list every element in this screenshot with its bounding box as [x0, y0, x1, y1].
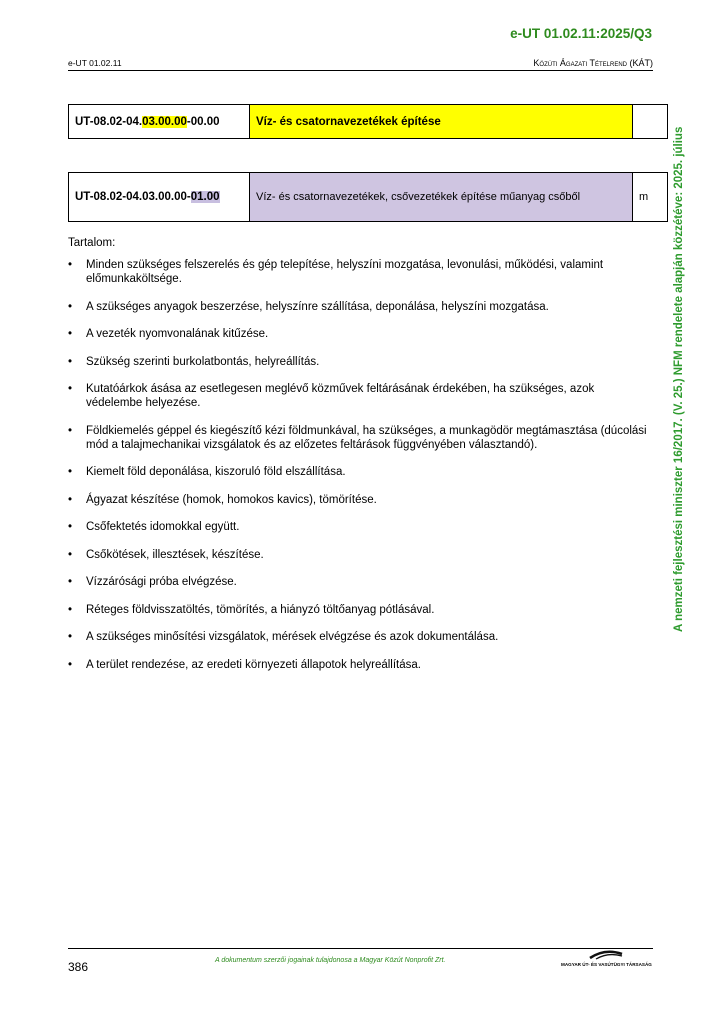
list-item [68, 355, 648, 369]
list-item [68, 493, 648, 507]
list-item [68, 658, 648, 672]
list-item [68, 424, 648, 452]
list-item [68, 300, 648, 314]
list-item-text: Kiemelt föld deponálása, kiszoruló föld elszállítása. [86, 466, 346, 478]
logo-label: MAGYAR ÚT- ÉS VASÚTÜGYI TÁRSASÁG [561, 962, 652, 967]
list-item-text: Földkiemelés géppel és kiegészítő kézi földmunkával, ha szükséges, a munkagödör megtámasztása (dúcolási mód a talajmechanikai vizsgálatok és az előzetes feltárások függvényében választandó). [86, 424, 647, 451]
item-code-prefix: UT-08.02-04.03.00.00- [75, 191, 191, 203]
list-item [68, 520, 648, 534]
bullet-icon: • [68, 466, 73, 478]
bullet-icon: • [68, 631, 73, 643]
item-description: Víz- és csatornavezetékek, csővezetékek építése műanyag csőből [250, 173, 633, 222]
document-code: e-UT 01.02.11:2025/Q3 [510, 26, 652, 41]
group-code-prefix: UT-08.02-04. [75, 115, 143, 128]
list-item-text: A szükséges anyagok beszerzése, helyszínre szállítása, deponálása, helyszíni mozgatása. [86, 300, 549, 313]
list-item [68, 603, 648, 617]
content-label: Tartalom: [68, 237, 116, 249]
group-description: Víz- és csatornavezetékek építése [250, 105, 633, 139]
group-code-suffix: -00.00 [186, 115, 220, 128]
page-number: 386 [68, 960, 89, 974]
list-item-text: Csőfektetés idomokkal együtt. [86, 521, 240, 533]
list-item-text: A terület rendezése, az eredeti környezeti állapotok helyreállítása. [86, 658, 421, 671]
group-code-highlight: 03.00.00 [142, 115, 187, 128]
list-item-text: A vezeték nyomvonalának kitűzése. [86, 328, 269, 340]
bullet-icon: • [68, 355, 73, 368]
bullet-icon: • [68, 328, 73, 340]
bullet-icon: • [68, 259, 73, 271]
bullet-icon: • [68, 603, 73, 616]
list-item-text: Kutatóárkok ásása az esetlegesen meglévő közművek feltárásának érdekében, ha szükséges, azok védelembe helyezése. [86, 383, 595, 409]
list-item-text: Réteges földvisszatöltés, tömörítés, a hiányzó töltőanyag pótlásával. [86, 603, 435, 616]
bullet-icon: • [68, 658, 73, 671]
copyright-note: A dokumentum szerzői jogainak tulajdonosa a Magyar Közút Nonprofit Zrt. [215, 957, 446, 964]
company-logo-icon [560, 948, 656, 972]
list-item [68, 465, 648, 479]
list-item-text: Ágyazat készítése (homok, homokos kavics), tömörítése. [86, 493, 377, 506]
item-unit: m [633, 173, 668, 222]
item-code [69, 173, 250, 222]
list-item [68, 382, 648, 410]
running-header [68, 58, 653, 71]
group-code-table [68, 104, 668, 139]
list-item-text: A szükséges minősítési vizsgálatok, mérések elvégzése és azok dokumentálása. [86, 631, 499, 643]
list-item [68, 630, 648, 644]
item-code-table [68, 172, 668, 222]
list-item-text: Vízzárósági próba elvégzése. [86, 576, 237, 588]
list-item [68, 327, 648, 341]
list-item [68, 575, 648, 589]
list-item-text: Szükség szerinti burkolatbontás, helyreállítás. [86, 355, 320, 368]
list-item [68, 548, 648, 562]
group-unit [633, 105, 668, 139]
bullet-icon: • [68, 300, 73, 313]
bullet-icon: • [68, 576, 73, 588]
bullet-icon: • [68, 548, 73, 561]
list-item-text: Csőkötések, illesztések, készítése. [86, 548, 264, 561]
bullet-icon: • [68, 521, 73, 533]
item-code-highlight: 01.00 [190, 191, 220, 203]
list-item [68, 258, 648, 286]
bullet-icon: • [68, 383, 73, 395]
header-left: e-UT 01.02.11 [68, 58, 122, 68]
content-list [68, 258, 648, 685]
bullet-icon: • [68, 493, 73, 506]
group-code [69, 105, 250, 139]
bullet-icon: • [68, 424, 73, 437]
header-right: Közúti Ágazati Tételrend (KÁT) [533, 58, 653, 68]
side-publication-note: A nemzeti fejlesztési miniszter 16/2017. (V. 25.) NFM rendelete alapján közzétéve: 2025. július [673, 126, 685, 632]
list-item-text: Minden szükséges felszerelés és gép telepítése, helyszíni mozgatása, levonulási, működési, valamint előmunkaköltsége. [86, 259, 604, 285]
